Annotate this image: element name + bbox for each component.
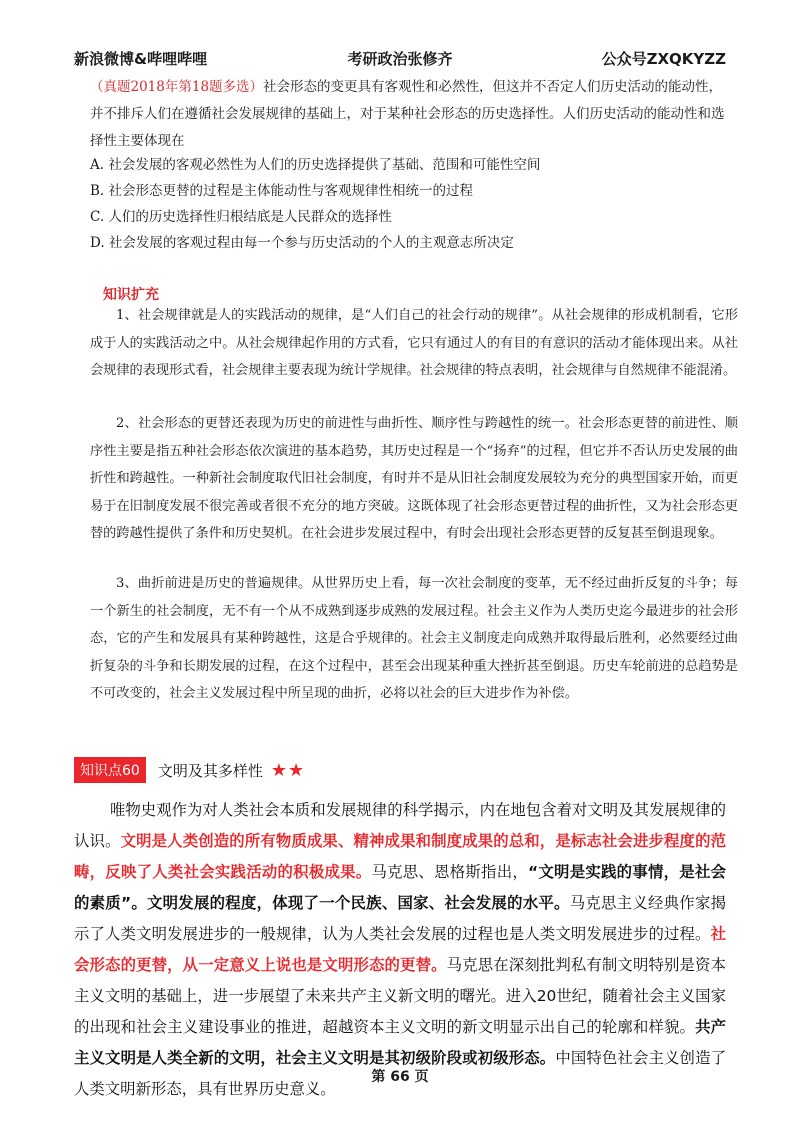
importance-stars: ★★	[270, 759, 306, 781]
main-paragraph	[74, 795, 726, 1105]
option-b: B. 社会形态更替的过程是主体能动性与客观规律性相统一的过程	[90, 183, 474, 199]
option-d: D. 社会发展的客观过程由每一个参与历史活动的个人的主观意志所决定	[90, 235, 514, 251]
main-sentence-5: 马克思主义经典作家揭示了人类文明发展进步的一般规律，认为人类社会发展的过程也是人类文明发展进步的过程。	[74, 894, 726, 943]
main-communism-bold: 共产主义文明是人类全新的文明，社会主义文明是其初级阶段或初级形态。	[74, 1018, 726, 1067]
question-source-tag: （真题2018年第18题多选）	[90, 79, 264, 95]
main-sentence-7: 马克思在深刻批判私有制文明特别是资本主义文明的基础上，进一步展望了未来共产主义新文明的曙光。进入20世纪，随着社会主义国家的出现和社会主义建设事业的推进，超越资本主义文明的新文明显示出自己的轮廓和样貌。	[74, 956, 726, 1036]
header-wechat-account: 公众号ZXQKYZZ	[601, 50, 726, 68]
expansion-paragraph-1: 1、社会规律就是人的实践活动的规律，是“人们自己的社会行动的规律”。从社会规律的形成机制看，它形成于人的实践活动之中。从社会规律起作用的方式看，它只有通过人的有目的有意识的活动才能体现出来。从社会规律的表现形式看，社会规律主要表现为统计学规律。社会规律的特点表明，社会规律与自然规律不能混淆。	[90, 308, 738, 378]
main-sentence-1: 唯物史观作为对人类社会本质和发展规律的科学揭示，内在地包含着对文明及其发展规律的认识。	[74, 801, 726, 850]
header-author: 考研政治张修齐	[347, 50, 453, 68]
header-weibo-bilibili: 新浪微博&哔哩哔哩	[74, 50, 208, 68]
knowledge-point-title: 文明及其多样性	[157, 761, 263, 780]
page-header	[74, 48, 726, 72]
question-stem	[90, 74, 730, 155]
knowledge-point-heading	[74, 756, 305, 784]
main-sentence-9: 中国特色社会主义创造了人类文明新形态，具有世界历史意义。	[74, 1049, 726, 1098]
expansion-paragraph-2: 2、社会形态的更替还表现为历史的前进性与曲折性、顺序性与跨越性的统一。社会形态更替的前进性、顺序性主要是指五种社会形态依次演进的基本趋势，其历史过程是一个“扬弃”的过程，但它并不否认历史发展的曲折性和跨越性。一种新社会制度取代旧社会制度，有时并不是从旧社会制度发展较为充分的典型国家开始，而更易于在旧制度发展不很完善或者很不充分的地方突破。这既体现了社会形态更替过程的曲折性，又为社会形态更替的跨越性提供了条件和历史契机。在社会进步发展过程中，有时会出现社会形态更替的反复甚至倒退现象。	[90, 416, 738, 541]
main-quote-bold: “文明是实践的事情，是社会的素质”。文明发展的程度，体现了一个民族、国家、社会发展的水平。	[74, 863, 726, 912]
expansion-paragraph-3: 3、曲折前进是历史的普遍规律。从世界历史上看，每一次社会制度的变革，无不经过曲折反复的斗争；每一个新生的社会制度，无不有一个从不成熟到逐步成熟的发展过程。社会主义作为人类历史迄今最进步的社会形态，它的产生和发展具有某种跨越性，这是合乎规律的。社会主义制度走向成熟并取得最后胜利，必然要经过曲折复杂的斗争和长期发展的过程，在这个过程中，甚至会出现某种重大挫折甚至倒退。历史车轮前进的总趋势是不可改变的，社会主义发展过程中所呈现的曲折，必将以社会的巨大进步作为补偿。	[90, 576, 738, 701]
page-number: 第 66 页	[371, 1069, 429, 1085]
option-c: C. 人们的历史选择性归根结底是人民群众的选择性	[90, 209, 392, 225]
knowledge-expansion-title: 知识扩充	[103, 287, 159, 303]
main-form-change-highlight: 社会形态的更替，从一定意义上说也是文明形态的更替。	[74, 925, 726, 974]
knowledge-point-badge: 知识点60	[74, 757, 146, 783]
option-a: A. 社会发展的客观必然性为人们的历史选择提供了基础、范围和可能性空间	[90, 157, 541, 173]
question-text: 社会形态的变更具有客观性和必然性，但这并不否定人们历史活动的能动性，并不排斥人们在遵循社会发展规律的基础上，对于某种社会形态的历史选择性。人们历史活动的能动性和选择性主要体现在	[90, 79, 725, 149]
main-definition-highlight: 文明是人类创造的所有物质成果、精神成果和制度成果的总和，是标志社会进步程度的范畴，反映了人类社会实践活动的积极成果。	[74, 832, 726, 881]
main-sentence-3: 马克思、恩格斯指出，	[371, 863, 529, 881]
